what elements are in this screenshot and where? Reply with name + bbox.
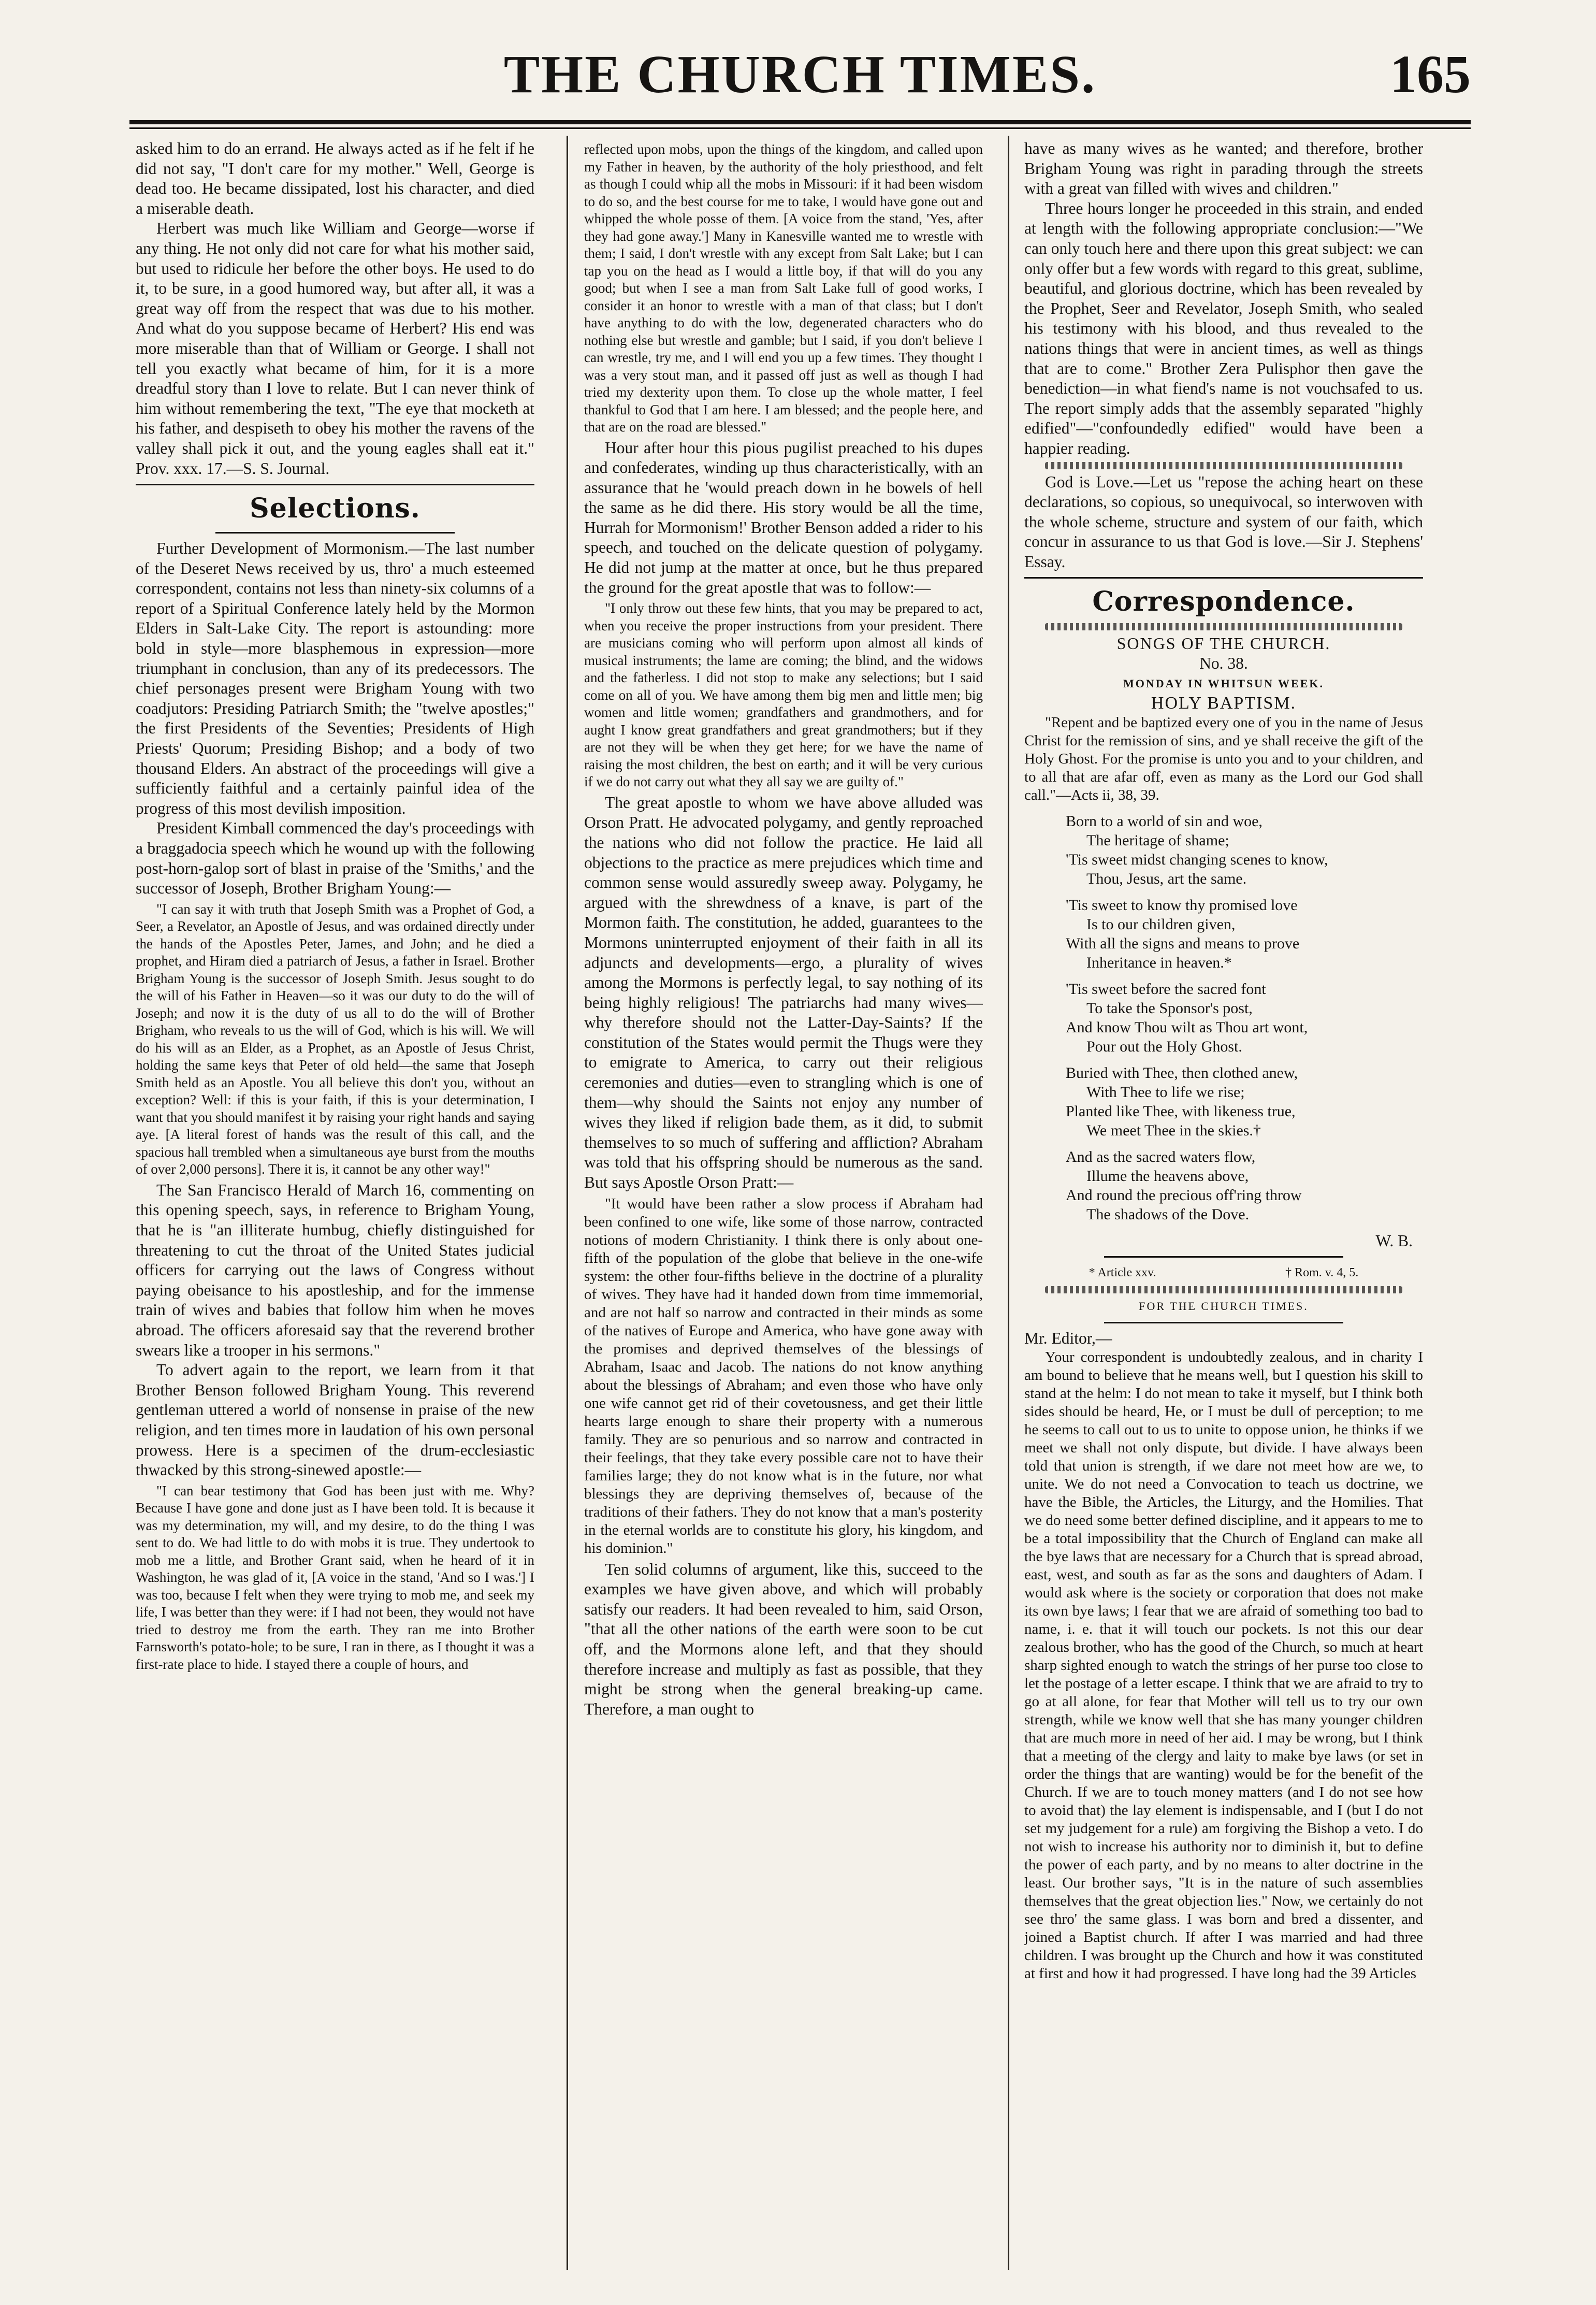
poem-line: Is to our children given, xyxy=(1086,915,1236,933)
poem-line: We meet Thee in the skies.† xyxy=(1086,1121,1261,1139)
poem-line: And as the sacred waters flow, xyxy=(1066,1148,1256,1165)
poem-stanza xyxy=(1066,1063,1423,1140)
poem-line: To take the Sponsor's post, xyxy=(1086,999,1253,1017)
footnote: † Rom. v. 4, 5. xyxy=(1285,1266,1359,1280)
poem-line: Inheritance in heaven.* xyxy=(1086,954,1232,971)
footnotes xyxy=(1024,1263,1423,1283)
quoted-speech: "I can say it with truth that Joseph Smith was a Prophet of God, a Seer, a Revelator, an Apostle of Jesus, and was ordained directly under the hands of the Apostles Peter, James, and John; and he died a prophet, and Hiram died a patriarch of Jesus, a father in Israel. Brother Brigham Young is the successor of Joseph Smith. Jesus sought to do the will of his Father in Heaven—so it was our duty to do the will of Joseph; and now it is the duty of us all to do the will of Brother Brigham, who reveals to us the will of God, which is his will. We will do his will as an Elder, as a Prophet, as an Apostle of Jesus Christ, holding the same keys that Peter of old held—the same that Joseph Smith held as an Apostle. You all believe this don't you, without an exception? Well: if this is your faith, if this is your determination, I want that you should manifest it by raising your right hands and saying aye. [A literal forest of hands was the result of this call, and the spacious hall trembled when a simultaneous aye burst from the mouths of over 2,000 persons]. There it is, it cannot be any other way!" xyxy=(136,901,534,1177)
quoted-speech: "I can bear testimony that God has been just with me. Why? Because I have gone and done just as I have been told. It is because it was my determination, my will, and my desire, to do the thing I was sent to do. We had little to do with mobs it is true. They undertook to mob me a little, and Brother Grant said, when he heard of it in Washington, he was glad of it, [A voice in the stand, 'And so I was.'] I was too, because I felt when they were trying to mob me, and seek my life, I was better than they were: if I had not been, they would not have tried to destroy me from the earth. They ran me into Brother Farnsworth's potato-hole; to be sure, I ran in there, as I thought it was a first-rate place to hide. I stayed there a couple of hours, and xyxy=(136,1482,534,1672)
article-paragraph: Hour after hour this pious pugilist preached to his dupes and confederates, winding up thus characteristically, with an assurance that he 'would preach down in he bowels of hell the same as he did there. His story would be all the time, Hurrah for Mormonism!' Brother Benson added a rider to his speech, and touched on the delicate question of polygamy. He did not jump at the matter at once, but he thus prepared the ground for the great apostle that was to follow:— xyxy=(584,438,983,597)
poem xyxy=(1024,812,1423,1224)
page-header xyxy=(129,20,1471,118)
column-divider xyxy=(567,136,568,2270)
header-rule-thick xyxy=(129,120,1471,124)
article-paragraph: The San Francisco Herald of March 16, commenting on this opening speech, says, in reference to Brigham Young, that he is "an illiterate humbug, chiefly distinguished for threatening to cut the throat of the United States judicial officers for carrying out the laws of Congress without paying obeisance to his apostleship, and for the immense train of wives and babies that follow him when he moves abroad. The officers aforesaid say that the reverend brother swears like a trooper in his sermons." xyxy=(136,1180,534,1359)
article-paragraph: President Kimball commenced the day's proceedings with a braggadocia speech which he wound up with the following post-horn-galop sort of blast in praise of the 'Smiths,' and the successor of Joseph, Brother Brigham Young:— xyxy=(136,819,534,898)
article-paragraph: asked him to do an errand. He always acted as if he felt if he did not say, "I don't care for my mother." Well, George is dead too. He became dissipated, lost his character, and died a miserable death. xyxy=(136,139,534,218)
footnote: * Article xxv. xyxy=(1089,1266,1156,1280)
poem-signature: W. B. xyxy=(1375,1231,1413,1250)
songs-day: MONDAY IN WHITSUN WEEK. xyxy=(1123,676,1325,690)
poem-line: Thou, Jesus, art the same. xyxy=(1086,870,1247,887)
poem-stanza xyxy=(1066,896,1423,972)
section-rule xyxy=(1104,1256,1343,1258)
poem-line: 'Tis sweet before the sacred font xyxy=(1066,980,1266,998)
poem-stanza xyxy=(1066,812,1423,888)
poem-line: 'Tis sweet to know thy promised love xyxy=(1066,896,1298,914)
songs-number: No. 38. xyxy=(1199,654,1248,673)
column-divider xyxy=(1008,136,1009,2270)
article-paragraph: have as many wives as he wanted; and therefore, brother Brigham Young was right in parading through the streets with a great van filled with wives and children." xyxy=(1024,139,1423,198)
article-paragraph: Three hours longer he proceeded in this strain, and ended at length with the following appropriate conclusion:—"We can only touch here and there upon this great subject: we can only offer but a few words with regard to this great, sublime, beautiful, and glorious doctrine, which has been revealed by the Prophet, Seer and Revelator, Joseph Smith, who sealed his testimony with his blood, and thus revealed to the nations things that were in ancient times, as well as things that are to come." Brother Zera Pulisphor then gave the benediction—in what fiend's name is not vouchsafed to us. The report simply adds that the assembly separated "highly edified"—"confoundedly edified" would have been a happier reading. xyxy=(1024,199,1423,457)
poem-line: And know Thou wilt as Thou art wont, xyxy=(1066,1018,1308,1036)
poem-line: With Thee to life we rise; xyxy=(1086,1083,1245,1101)
poem-line: Illume the heavens above, xyxy=(1086,1167,1249,1185)
poem-line: And round the precious off'ring throw xyxy=(1066,1186,1302,1204)
correspondence-heading: Correspondence. xyxy=(1092,586,1355,618)
header-rule-thin xyxy=(129,127,1471,129)
section-rule xyxy=(1024,577,1423,579)
poem-line: Born to a world of sin and woe, xyxy=(1066,812,1263,830)
letter-heading: FOR THE CHURCH TIMES. xyxy=(1139,1300,1309,1313)
ornamental-rule xyxy=(1045,623,1402,630)
section-rule xyxy=(136,484,534,485)
section-rule xyxy=(215,532,455,534)
poem-line: The shadows of the Dove. xyxy=(1086,1205,1250,1223)
quoted-speech: reflected upon mobs, upon the things of the kingdom, and called upon my Father in heaven, by the authority of the holy priesthood, and felt as though I could whip all the mobs in Missouri: if it had been wisdom to do so, and the best course for me to take, I would have gone out and whipped the whole posse of them. [A voice from the stand, 'Yes, after they had gone away.'] Many in Kanesville wanted me to wrestle with them; I said, I don't wrestle with any except from Salt Lake; but I can tap you on the head as I would a little boy, if that will do you any good; but when I see a man from Salt Lake full of good works, I consider it an honor to wrestle with a man of that class; but I don't have anything to do with the low, degenerated characters who do nothing else but wrestle and gamble; but I said, if you don't believe I can wrestle, try me, and I will end you up a few times. They thought I was a very stout man, and it passed off just as well as though I had tried my dexterity upon them. To close up the whole matter, I feel thankful to God that I am here. I am blessed; and the people here, and that are on the road are blessed." xyxy=(584,141,983,435)
column-right xyxy=(1024,139,1423,2273)
article-paragraph: Further Development of Mormonism.—The last number of the Deseret News received by us, thro' a much esteemed correspondent, contains not less than ninety-six columns of a report of a Spiritual Conference lately held by the Mormon Elders in Salt-Lake City. The report is astounding: more bold in style—more blasphemous in expression—more triumphant in conclusion, than any of its predecessors. The chief personages present were Brigham Young with two coadjutors: Presiding Patriarch Smith; the "twelve apostles;" the first Presidents of the Seventies; Presidents of High Priests' Quorum; Presiding Bishop; and a body of two thousand Elders. An abstract of the proceedings will give a sufficiently faithful and a certainly painful idea of the progress of this most devilish imposition. xyxy=(136,539,534,817)
quoted-speech: "I only throw out these few hints, that you may be prepared to act, when you receive the proper instructions from your president. There are musicians coming who will perform upon almost all kinds of musical instruments; the lame are coming; the blind, and the widows and the fatherless. I did not stop to make any selections; but I said come on all of you. We have among them big men and little men; big women and little women; grandfathers and grandmothers, and for aught I know great grandfathers and great grandmothers; but if they are not they will be when they get here; for we have the name of raising the most children, the best on earth; and it will be very curious if we do not carry out what they all say we are guilty of." xyxy=(584,600,983,790)
poem-line: Pour out the Holy Ghost. xyxy=(1086,1038,1242,1055)
column-middle xyxy=(584,139,983,2273)
article-paragraph: Herbert was much like William and George—worse if any thing. He not only did not care for what his mother said, but used to ridicule her before the other boys. He used to do it, to be sure, in a good humored way, but after all, it was a great way off from the respect that was due to his mother. And what do you suppose became of Herbert? His end was more miserable than that of William or George. I shall not tell you exactly what became of him, for it is a more dreadful story than I love to relate. But I can never think of him without remembering the text, "The eye that mocketh at his father, and despiseth to obey his mother the ravens of the valley shall pick it out, and the young eagles shall eat it." Prov. xxx. 17.—S. S. Journal. xyxy=(136,219,534,478)
column-left xyxy=(136,139,534,2273)
selections-heading: Selections. xyxy=(250,493,420,525)
article-paragraph: God is Love.—Let us "repose the aching heart on these declarations, so copious, so unequivocal, so interwoven with the whole scheme, structure and system of our faith, which concur in assurance to us that God is love.—Sir J. Stephens' Essay. xyxy=(1024,472,1423,571)
songs-title: SONGS OF THE CHURCH. xyxy=(1116,634,1331,653)
letter-salutation: Mr. Editor,— xyxy=(1024,1329,1112,1347)
poem-line: The heritage of shame; xyxy=(1086,831,1229,849)
poem-stanza xyxy=(1066,979,1423,1056)
poem-stanza xyxy=(1066,1147,1423,1224)
letter-body: Your correspondent is undoubtedly zealous, and in charity I am bound to believe that he means well, but I question his skill to stand at the helm: I do not mean to take it myself, but I think both sides should be heard, He, or I must be dull of perception; to me he seems to call out to us to unite to oppose union, he thinks if we meet we shall not only dispute, but divide. I have always been told that union is strength, if we dare not meet how are we, to unite. We do not need a Convocation to teach us doctrine, we have the Bible, the Articles, the Liturgy, and the Homilies. That we do need some better defined discipline, and it appears to me to be a total impossibility that the Church of England can make all the bye laws that are necessary for a Church that is spread abroad, east, west, and south as far as the sons and daughters of Adam. I would ask where is the society or corporation that does not make its own bye laws; I fear that we are afraid of something too bad to name, i. e. that it will touch our pockets. Is not this our dear zealous brother, who has the good of the Church, so much at heart sharp sighted enough to watch the strings of her purse too close to let the postage of a letter escape. I think that we are afraid to try to go at all alone, for fear that Mother will tell us to try our own strength, while we know well that she has many younger children that are much more in need of her aid. I may be wrong, but I think that a meeting of the clergy and laity to make bye laws (or set in order the things that are wanting) would be for the benefit of the Church. If we are to touch money matters (and I do not see how to avoid that) the lay element is indispensable, and I (but I do not set my judgement for a rule) am forgiving the Bishop a veto. I do not wish to increase his authority nor to diminish it, but to define the power of each party, and by no means to alter doctrine in the least. Our brother says, "It is in the nature of such assemblies themselves that the great objection lies." Now, we certainly do not see thro' the same glass. I was born and bred a dissenter, and joined a Baptist church. If after I was married and had three children. I was brought up the Church and how it was constituted at first and how it had progressed. I have long had the 39 Articles xyxy=(1024,1349,1423,1982)
article-paragraph: To advert again to the report, we learn from it that Brother Benson followed Brigham Young. This reverend gentleman uttered a world of nonsense in praise of the new religion, and ten times more in laudation of his own personal prowess. Here is a specimen of the drum-ecclesiastic thwacked by this strong-sinewed apostle:— xyxy=(136,1361,534,1479)
hymn-title: HOLY BAPTISM. xyxy=(1151,694,1297,713)
quoted-speech: "It would have been rather a slow process if Abraham had been confined to one wife, like some of those narrow, contracted notions of modern Christianity. I think there is only about one-fifth of the population of the globe that believe in the one-wife system: the other four-fifths believe in the doctrine of a plurality of wives. They have had it handed down from time immemorial, and are not half so narrow and contracted in their minds as some of the natives of Europe and America, who have gone away with the promises and deprived themselves of the blessings of Abraham, Isaac and Jacob. The nations do not know anything about the blessings of Abraham; and even those who have only one wife cannot get rid of their covetousness, and get their little hearts large enough to share their property with a numerous family. They are so penurious and so narrow and contracted in their feelings, that they take every possible care not to have their families large; they do not know what is in the future, nor what blessings they are depriving themselves of, because of the traditions of their fathers. They do not know that a man's posterity in the eternal worlds are to constitute his glory, his kingdom, and his dominion." xyxy=(584,1195,983,1557)
section-rule xyxy=(1104,1322,1343,1323)
article-paragraph: The great apostle to whom we have above alluded was Orson Pratt. He advocated polygamy, and gently reproached the nations who did not follow the practice. He laid all objections to the practice as mere prejudices which time and common sense would assuredly sweep away. Polygamy, he argued with the shrewdness of a knave, is part of the Mormon faith. The constitution, he added, guarantees to the Mormons uninterrupted enjoyment of their faith in all its adjuncts and developments—ergo, a plurality of wives among the Mormons is perfectly legal, to say nothing of its being highly religious! The patriarchs had many wives—why therefore should not the Latter-Day-Saints? If the constitution of the States would permit the Thugs were they to emigrate to America, to carry out their religious ceremonies and duties—even to strangling which is one of them—why should the Saints not enjoy any number of wives they liked if religion bade them, as it did, to submit themselves to so much of suffering and affliction? Abraham was told that his offspring should be numerous as the sand. But says Apostle Orson Pratt:— xyxy=(584,793,983,1192)
epigraph: "Repent and be baptized every one of you in the name of Jesus Christ for the remission of sins, and ye shall receive the gift of the Holy Ghost. For the promise is unto you and to your children, and to all that are afar off, even as many as the Lord our God shall call."—Acts ii, 38, 39. xyxy=(1024,714,1423,803)
page-number: 165 xyxy=(1390,45,1471,104)
ornamental-rule xyxy=(1045,1286,1402,1293)
article-paragraph: Ten solid columns of argument, like this, succeed to the examples we have given above, and which will probably satisfy our readers. It had been revealed to him, said Orson, "that all the other nations of the earth were soon to be cut off, and the Mormons alone left, and that they should therefore increase and multiply as fast as possible, that they might be strong when the general breaking-up came. Therefore, a man ought to xyxy=(584,1560,983,1718)
poem-line: Buried with Thee, then clothed anew, xyxy=(1066,1064,1298,1082)
poem-line: Planted like Thee, with likeness true, xyxy=(1066,1102,1296,1120)
poem-line: 'Tis sweet midst changing scenes to know, xyxy=(1066,851,1328,868)
poem-line: With all the signs and means to prove xyxy=(1066,934,1300,952)
running-title: THE CHURCH TIMES. xyxy=(503,45,1097,104)
ornamental-rule xyxy=(1045,462,1402,469)
